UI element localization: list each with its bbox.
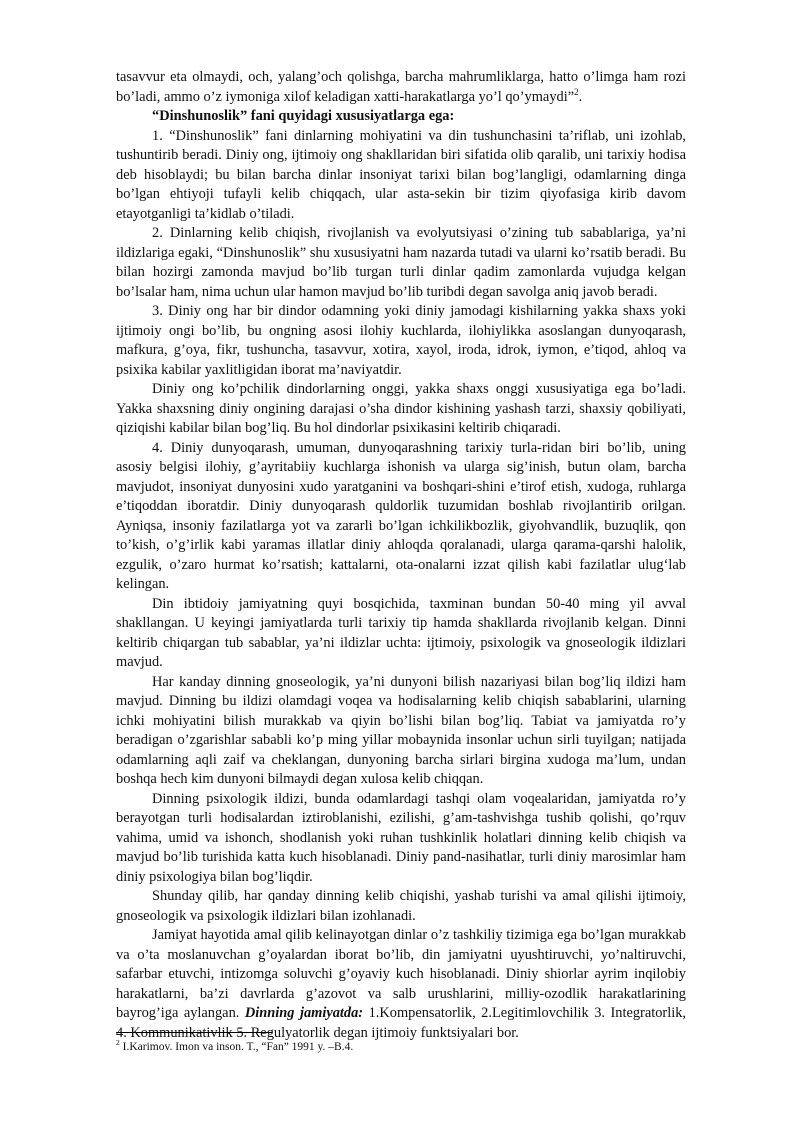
paragraph-text-end: 1.Kompensatorlik, 2.Legitimlovchilik 3. Integratorlik, 4. Kommunikativlik 5. Regulyatorlik degan ijtimoiy funktsiyalari bor.: [116, 1005, 686, 1041]
paragraph-point-4: 4. Diniy dunyoqarash, umuman, dunyoqarashning tarixiy turla-ridan biri bo’lib, uning asosiy belgisi ilohiy, g’ayritabiiy kuchlarga ishonish va ularga sig’inish, butun olam, barcha mavjudot, insoniyat dunyosini xudo yaratganini va boshqari-shini e’tirof etish, xudoga, ruhlarga e’tiqoddan iboratdir. Diniy dunyoqarash quldorlik tuzumidan boshlab rivojlantirib orilgan. Ayniqsa, insoniy fazilatlarga yot va zararli bo’lgan ichkilikbozlik, giyohvandlik, buzuqlik, qon to’kish, o’g’irlik kabi yaramas illatlar diniy ahloqda qoralanadi, ularga qarama-qarshi halolik, ezgulik, o’zaro hurmat ko’rsatish; kattalarni, ota-onalarni izzat qilish kabi fazilatlar ulug‘lab kelingan.: [116, 439, 686, 592]
paragraph-continuation: [116, 68, 686, 107]
footnote-number: 2: [116, 1038, 120, 1048]
paragraph-summary: Shunday qilib, har qanday dinning kelib chiqishi, yashab turishi va amal qilishi ijtimoiy, gnoseologik va psixologik ildizlari bilan izohlanadi.: [116, 888, 686, 924]
paragraph-text: tasavvur eta olmaydi, och, yalang’och qolishga, barcha mahrumliklarga, hatto o’limga ham rozi bo’ladi, ammo o’z iymoniga xilof keladigan xatti-harakatlarga yo’l qo’ymaydi”: [116, 69, 686, 105]
footnote-reference[interactable]: 2: [574, 86, 579, 97]
paragraph-jamiyat: [116, 926, 686, 1043]
paragraph-point-2: 2. Dinlarning kelib chiqish, rivojlanish va evolyutsiyasi o’zining tub sabablariga, ya’ni ildizlariga egaki, “Dinshunoslik” shu xususiyatni ham nazarda tutadi va ularni ko’rsatib beradi. Bu bilan hozirgi zamonda mavjud bo’lib turgan turli dinlar qadim zamonlarda vujudga kelgan bo’lsalar ham, nima uchun ular hamon mavjud bo’lib turibdi degan savolga aniq javob beradi.: [116, 225, 686, 300]
paragraph-din-ibtidoiy: Din ibtidoiy jamiyatning quyi bosqichida, taxminan bundan 50-40 ming yil avval shakllangan. U keyingi jamiyatlarda turli tarixiy tip hamda shakllarda rivojlanib kelgan. Dinni keltirib chiqargan tub sabablar, ya’ni ildizlar uchta: ijtimoiy, psixologik va gnoseologik ildizlari mavjud.: [116, 595, 686, 670]
emphasis-text: Dinning jamiyatda:: [244, 1005, 364, 1021]
document-body: [116, 68, 686, 1043]
paragraph-psixologik: Dinning psixologik ildizi, bunda odamlardagi tashqi olam voqealaridan, jamiyatda ro’y berayotgan turli hodisalardan iztiroblanishi, ezilishi, g’am-tashvishga tushib qolishi, qo’rquv vahima, umid va ishonch, shodlanish yoki ruhan tushkinlik holatlari dinning kelib chiqish va mavjud bo’lib turishida katta kuch hisoblanadi. Diniy pand-nasihatlar, turli diniy marosimlar ham diniy psixologiya bilan bog’liqdir.: [116, 790, 686, 885]
paragraph-point-1: 1. “Dinshunoslik” fani dinlarning mohiyatini va din tushunchasini ta’riflab, uni izohlab, tushuntirib beradi. Diniy ong, ijtimoiy ong shakllaridan biri sifatida olib qaralib, uni tarixiy hodisa deb hisoblaydi; bu bilan barcha dinlar insoniyat tarixi bilan bog’langligi, odamlarning dinga bo’lgan ehtiyoji tufayli kelib chiqqach, ular asta-sekin bir tizim qiyofasiga kirib davom etayotganligi ta’kidlab o’tiladi.: [116, 127, 686, 222]
paragraph-text-end: .: [578, 88, 583, 105]
footnote: [116, 1040, 686, 1055]
paragraph-diniy-ong: Diniy ong ko’pchilik dindorlarning onggi, yakka shaxs onggi xususiyatiga ega bo’ladi. Yakka shaxsning diniy ongining darajasi o’sha dindor kishining yashash tarzi, shaxsiy qobiliyati, qiziqishi kabilar bilan bog’liq. Bu hol dindorlar psixikasini keltirib chiqaradi.: [116, 381, 686, 436]
paragraph-point-3: 3. Diniy ong har bir dindor odamning yoki diniy jamodagi kishilarning yakka shaxs yoki ijtimoiy ongi bo’lib, bu ongning asosi ilohiy kuchlarda, ilohiylikka asoslangan dunyoqarash, mafkura, g’oya, fikr, tushuncha, tasavvur, xotira, xayol, iroda, idrok, iymon, e’tiqod, ahloq va psixika kabilar yaxlitligidan iborat ma’naviyatdir.: [116, 303, 686, 378]
footnote-text: I.Karimov. Imon va inson. T., “Fan” 1991 y. –B.4.: [119, 1041, 354, 1053]
section-heading: “Dinshunoslik” fani quyidagi xususiyatlarga ega:: [152, 108, 455, 124]
paragraph-gnoseologik: Har kanday dinning gnoseologik, ya’ni dunyoni bilish nazariyasi bilan bog’liq ildizi ham mavjud. Dinning bu ildizi olamdagi voqea va hodisalarning kelib chiqish sabablarini, ularning ichki mohiyatini bilish murakkab va qiyin bo’lishi bilan bog’liq. Tabiat va jamiyatda ro’y beradigan o’zgarishlar sababli ko’p ming yillar mobaynida insonlar uchun sirli tuyilgan; natijada odamlarning aqli zaif va cheklangan, dunyoning barcha sirlari birgina xudoga ma’lum, undan boshqa hech kim dunyoni bilmaydi degan xulosa kelib chiqqan.: [116, 673, 686, 787]
paragraph-text: Jamiyat hayotida amal qilib kelinayotgan dinlar o’z tashkiliy tizimiga ega bo’lgan murakkab va o’ta moslanuvchan g’oyalardan iborat bo’lib, din jamiyatni uyushtiruvchi, yo’naltiruvchi, safarbar etuvchi, intizomga soluvchi g’oyaviy kuch hisoblanadi. Diniy shiorlar ayrim inqilobiy harakatlarni, ba’zi davrlarda g’azovot va salb urushlarini, milliy-ozodlik harakatlarining bayrog’iga aylangan.: [116, 927, 686, 1021]
footnote-separator: [116, 1032, 272, 1033]
